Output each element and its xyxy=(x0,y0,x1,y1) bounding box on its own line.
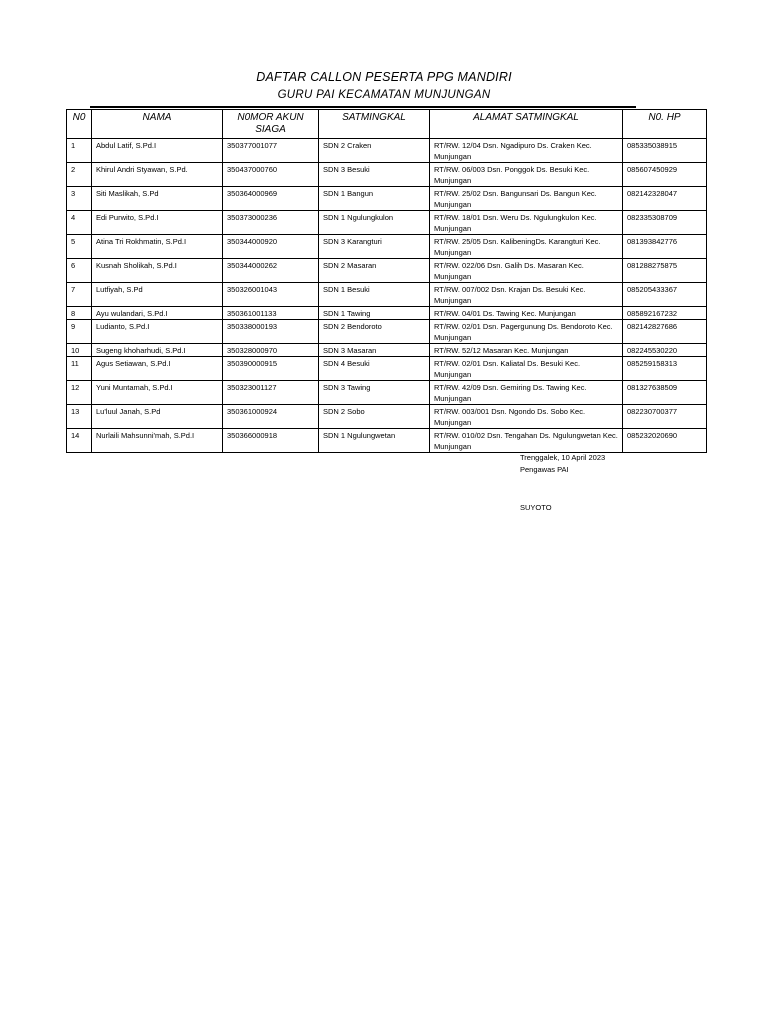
cell-hp: 082245530220 xyxy=(623,344,707,357)
signature-place-date: Trenggalek, 10 April 2023 xyxy=(520,453,606,462)
cell-satmingkal: SDN 4 Besuki xyxy=(319,357,430,381)
signature-name: SUYOTO xyxy=(520,503,552,512)
cell-alamat: RT/RW. 52/12 Masaran Kec. Munjungan xyxy=(430,344,623,357)
cell-satmingkal: SDN 3 Besuki xyxy=(319,163,430,187)
cell-alamat: RT/RW. 003/001 Dsn. Ngondo Ds. Sobo Kec. Munjungan xyxy=(430,405,623,429)
cell-hp: 081327638509 xyxy=(623,381,707,405)
cell-satmingkal: SDN 2 Bendoroto xyxy=(319,320,430,344)
signature-position: Pengawas PAI xyxy=(520,465,569,474)
cell-no: 13 xyxy=(67,405,92,429)
table-row xyxy=(67,139,707,163)
cell-nama: Abdul Latif, S.Pd.I xyxy=(92,139,223,163)
cell-satmingkal: SDN 1 Bangun xyxy=(319,187,430,211)
cell-nama: Lu'luul Janah, S.Pd xyxy=(92,405,223,429)
cell-satmingkal: SDN 3 Masaran xyxy=(319,344,430,357)
cell-nama: Ludianto, S.Pd.I xyxy=(92,320,223,344)
cell-hp: 085892167232 xyxy=(623,307,707,320)
cell-no: 7 xyxy=(67,283,92,307)
cell-hp: 085607450929 xyxy=(623,163,707,187)
cell-no: 8 xyxy=(67,307,92,320)
cell-satmingkal: SDN 3 Tawing xyxy=(319,381,430,405)
cell-akun: 350344000920 xyxy=(223,235,319,259)
table-row xyxy=(67,187,707,211)
cell-nama: Atina Tri Rokhmatin, S.Pd.I xyxy=(92,235,223,259)
cell-hp: 081393842776 xyxy=(623,235,707,259)
cell-alamat: RT/RW. 12/04 Dsn. Ngadipuro Ds. Craken Kec. Munjungan xyxy=(430,139,623,163)
table-row xyxy=(67,307,707,320)
document-subtitle: GURU PAI KECAMATAN MUNJUNGAN xyxy=(277,89,491,101)
cell-akun: 350326001043 xyxy=(223,283,319,307)
cell-satmingkal: SDN 1 Ngulungkulon xyxy=(319,211,430,235)
table-row xyxy=(67,320,707,344)
cell-alamat: RT/RW. 007/002 Dsn. Krajan Ds. Besuki Kec. Munjungan xyxy=(430,283,623,307)
cell-akun: 350361000924 xyxy=(223,405,319,429)
cell-nama: Agus Setiawan, S.Pd.I xyxy=(92,357,223,381)
cell-no: 6 xyxy=(67,259,92,283)
cell-alamat: RT/RW. 02/01 Dsn. Kaliatal Ds. Besuki Kec. Munjungan xyxy=(430,357,623,381)
table-row xyxy=(67,235,707,259)
cell-nama: Siti Maslikah, S.Pd xyxy=(92,187,223,211)
cell-satmingkal: SDN 1 Tawing xyxy=(319,307,430,320)
cell-alamat: RT/RW. 04/01 Ds. Tawing Kec. Munjungan xyxy=(430,307,623,320)
column-header-hp: N0. HP xyxy=(623,110,707,139)
cell-akun: 350377001077 xyxy=(223,139,319,163)
table-row xyxy=(67,405,707,429)
cell-akun: 350328000970 xyxy=(223,344,319,357)
cell-nama: Nurlaili Mahsunni'mah, S.Pd.I xyxy=(92,429,223,453)
cell-hp: 082230700377 xyxy=(623,405,707,429)
table-row xyxy=(67,381,707,405)
cell-akun: 350373000236 xyxy=(223,211,319,235)
table-header-row xyxy=(67,110,707,139)
cell-no: 12 xyxy=(67,381,92,405)
column-header-satmingkal: SATMINGKAL xyxy=(319,110,430,139)
cell-alamat: RT/RW. 18/01 Dsn. Weru Ds. Ngulungkulon Kec. Munjungan xyxy=(430,211,623,235)
table-row xyxy=(67,283,707,307)
column-header-nama: NAMA xyxy=(92,110,223,139)
cell-nama: Ayu wulandari, S.Pd.I xyxy=(92,307,223,320)
cell-satmingkal: SDN 2 Masaran xyxy=(319,259,430,283)
cell-akun: 350366000918 xyxy=(223,429,319,453)
cell-nama: Sugeng khoharhudi, S.Pd.I xyxy=(92,344,223,357)
cell-nama: Yuni Muntamah, S.Pd.I xyxy=(92,381,223,405)
cell-no: 10 xyxy=(67,344,92,357)
cell-alamat: RT/RW. 25/05 Dsn. KalibeningDs. Karangturi Kec. Munjungan xyxy=(430,235,623,259)
cell-alamat: RT/RW. 022/06 Dsn. Galih Ds. Masaran Kec. Munjungan xyxy=(430,259,623,283)
cell-akun: 350338000193 xyxy=(223,320,319,344)
cell-nama: Lutfiyah, S.Pd xyxy=(92,283,223,307)
cell-hp: 082335308709 xyxy=(623,211,707,235)
cell-alamat: RT/RW. 25/02 Dsn. Bangunsari Ds. Bangun Kec. Munjungan xyxy=(430,187,623,211)
cell-hp: 082142328047 xyxy=(623,187,707,211)
cell-hp: 085205433367 xyxy=(623,283,707,307)
cell-alamat: RT/RW. 02/01 Dsn. Pagergunung Ds. Bendoroto Kec. Munjungan xyxy=(430,320,623,344)
cell-akun: 350361001133 xyxy=(223,307,319,320)
cell-no: 9 xyxy=(67,320,92,344)
cell-satmingkal: SDN 2 Sobo xyxy=(319,405,430,429)
cell-hp: 082142827686 xyxy=(623,320,707,344)
cell-no: 2 xyxy=(67,163,92,187)
cell-nama: Kusnah Sholikah, S.Pd.I xyxy=(92,259,223,283)
cell-satmingkal: SDN 1 Ngulungwetan xyxy=(319,429,430,453)
table-row xyxy=(67,357,707,381)
cell-no: 11 xyxy=(67,357,92,381)
cell-alamat: RT/RW. 06/003 Dsn. Ponggok Ds. Besuki Kec. Munjungan xyxy=(430,163,623,187)
cell-no: 3 xyxy=(67,187,92,211)
cell-akun: 350323001127 xyxy=(223,381,319,405)
table-row xyxy=(67,211,707,235)
table-row xyxy=(67,163,707,187)
cell-no: 4 xyxy=(67,211,92,235)
table-row xyxy=(67,259,707,283)
cell-hp: 085232020690 xyxy=(623,429,707,453)
cell-alamat: RT/RW. 42/09 Dsn. Gemiring Ds. Tawing Kec. Munjungan xyxy=(430,381,623,405)
cell-akun: 350390000915 xyxy=(223,357,319,381)
cell-satmingkal: SDN 2 Craken xyxy=(319,139,430,163)
cell-hp: 085259158313 xyxy=(623,357,707,381)
cell-akun: 350344000262 xyxy=(223,259,319,283)
cell-nama: Khirul Andri Styawan, S.Pd. xyxy=(92,163,223,187)
cell-satmingkal: SDN 3 Karangturi xyxy=(319,235,430,259)
cell-akun: 350364000969 xyxy=(223,187,319,211)
participant-table xyxy=(66,109,707,453)
cell-no: 5 xyxy=(67,235,92,259)
document-title: DAFTAR CALLON PESERTA PPG MANDIRI xyxy=(256,70,512,84)
cell-alamat: RT/RW. 010/02 Dsn. Tengahan Ds. Ngulungwetan Kec. Munjungan xyxy=(430,429,623,453)
cell-hp: 085335038915 xyxy=(623,139,707,163)
column-header-alamat: ALAMAT SATMINGKAL xyxy=(430,110,623,139)
cell-no: 1 xyxy=(67,139,92,163)
table-row xyxy=(67,344,707,357)
cell-nama: Edi Purwito, S.Pd.I xyxy=(92,211,223,235)
column-header-no: N0 xyxy=(67,110,92,139)
cell-no: 14 xyxy=(67,429,92,453)
cell-akun: 350437000760 xyxy=(223,163,319,187)
title-underline xyxy=(90,106,636,108)
cell-satmingkal: SDN 1 Besuki xyxy=(319,283,430,307)
cell-hp: 081288275875 xyxy=(623,259,707,283)
column-header-akun: N0MOR AKUN SIAGA xyxy=(223,110,319,139)
table-row xyxy=(67,429,707,453)
